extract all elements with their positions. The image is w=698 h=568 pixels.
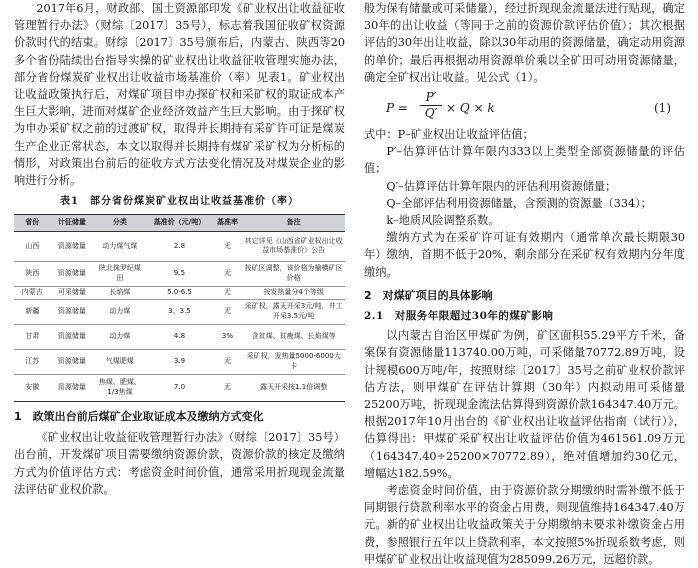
cell-province: 山西 (14, 231, 50, 261)
formula-fraction (420, 90, 442, 121)
header-remark: 备注 (242, 215, 345, 232)
cell-category: 气煤肥煤 (93, 349, 146, 374)
cell-remark: 含贫煤、贫瘦煤、长焰煤等 (242, 324, 345, 349)
section-1-paragraph: 《矿业权出让收益征收管理暂行办法》（财综〔2017〕35号）出台前，开发煤矿项目需要缴纳资源价款，资源价款的核定及缴纳方式为价值评估方式：考虑资金时间价值，通常采用折现现金流量法评估矿业权价款。 (14, 431, 345, 496)
cell-reserve: 资源储量 (50, 324, 93, 349)
cell-remark: 露天开采按1.1倍调整 (242, 374, 345, 401)
case-paragraph: 以内蒙古自治区甲煤矿为例，矿区面积55.29平方千米，备案保有资源储量113740.00万吨，可采储量70772.89万吨，设计规模600万吨/年，按照财综〔2017〕35号之前矿业权价款评估方法，则甲煤矿在评估计算期（30年）内拟动用可采储量25200万吨，折现现金流法估算得到资源价款164347.40万元。根据2017年10月出台的《矿业权出让收益评估指南（试行）》，估算得出：甲煤矿采矿权出让收益评估价值为461561.09万元（164347.40÷25200×70772.89），绝对值增加约30亿元，增幅达182.59%。 (364, 329, 685, 480)
section-2-1-heading: 2.1 对服务年限超过30年的煤矿影响 (364, 310, 554, 323)
cell-province: 江苏 (14, 349, 50, 374)
cell-base-rate: 无 (213, 286, 243, 299)
header-base-price: 基准价（元/吨） (146, 215, 212, 232)
header-base-rate: 基准率 (213, 215, 243, 232)
cell-base-rate: 无 (213, 349, 243, 374)
cell-category: 动力煤 (93, 299, 146, 324)
table-row (14, 299, 345, 324)
table-row (14, 231, 345, 261)
formula-def-p: 式中：P–矿业权出让收益评估值； (364, 128, 534, 142)
cell-province: 陕西 (14, 261, 50, 286)
table-row (14, 374, 345, 401)
intro-paragraph: 2017年6月，财政部、国土资源部印发《矿业权出让收益征收管理暂行办法》（财综〔2017〕35号），标志着我国征收矿权资源价款时代的结束。财综〔2017〕35号颁布后，内蒙古、陕西等20多个省份陆续出台指导实操的矿业权出让收益征收管理实施办法，部分省份煤炭矿业权出让收益市场基准价（率）见表1。矿业权出让收益政策执行后，对煤矿项目申办探矿权和采矿权的取证成本产生巨大影响，进而对煤矿企业经济效益产生巨大影响。由于探矿权为申办采矿权之前的过渡矿权，取得并长期持有采矿许可证是煤炭生产企业正常状态，本文以取得并长期持有煤矿采矿权为分析标的情形，对政策出台前后的征收方式方法变化情况及对煤炭企业的影响进行分析。 (14, 2, 345, 188)
table-row (14, 349, 345, 374)
formula-1 (364, 90, 685, 124)
header-province: 省份 (14, 215, 50, 232)
table-row (14, 261, 345, 286)
cell-base-price: 3.9 (146, 349, 212, 374)
cell-reserve: 资源储量 (50, 261, 93, 286)
formula-rest: × Q × k (446, 101, 495, 116)
cell-base-rate: 无 (213, 231, 243, 261)
cell-base-rate: 无 (213, 261, 243, 286)
cell-reserve: 资源储量 (50, 374, 93, 401)
cell-base-rate: 3% (213, 324, 243, 349)
time-value-paragraph: 考虑资金时间价值，由于资源价款分期缴纳时需补缴不低于同期银行贷款利率水平的资金占用费，则现值维持164347.40万元。新的矿业权出让收益政策关于分期缴纳未要求补缴资金占用费，参照银行五年以上贷款利率，本文按照5%折现系数考虑，则甲煤矿矿业权出让收益现值为285099.26万元，远超价款。 (364, 484, 685, 566)
cell-province: 安徽 (14, 374, 50, 401)
continued-paragraph: 般为保有储量或可采储量），经过折现现金流量法进行贴现，确定30年的出让收益（等同于之前的资源价款评估价值）；其次根据评估的30年出让收益，除以30年动用的资源储量，确定动用资源的单价；最后再根据动用资源单价乘以全矿田可动用资源储量，确定全矿权出让收益。见公式（1）。 (364, 2, 685, 84)
formula-def-q-prime: Q′–估算评估计算年限内的评估利用资源储量； (386, 179, 617, 193)
cell-category: 长焰煤 (93, 286, 146, 299)
formula-def-p-prime: P′–估算评估计算年限内333以上类型全部资源储量的评估值； (364, 145, 685, 176)
cell-base-price: 4.8 (146, 324, 212, 349)
formula-def-q: Q–全部评估利用资源储量，含预测的资源量（334）； (386, 196, 652, 210)
cell-category: 动力煤气煤 (93, 231, 146, 261)
left-column (14, 0, 345, 498)
cell-province: 新疆 (14, 299, 50, 324)
cell-base-price: 3、3.5 (146, 299, 212, 324)
formula-lhs: P = (386, 101, 408, 116)
cell-province: 内蒙古 (14, 286, 50, 299)
formula-number: (1) (654, 101, 671, 116)
section-1-heading: 1 政策出台前后煤矿企业取证成本及缴纳方式变化 (14, 409, 264, 423)
formula-denominator: Q′ (424, 106, 438, 121)
cell-base-price: 5.0-6.5 (146, 286, 212, 299)
right-column (364, 0, 685, 568)
cell-base-price: 7.0 (146, 374, 212, 401)
cell-remark: 按矿区调整，该价格为榆横矿区价格 (242, 261, 345, 286)
payment-paragraph: 缴纳方式为在采矿许可证有效期内（通常单次最长期限30年）缴纳，首期不低于20%，剩余部分在采矿权有效期内分年度缴纳。 (364, 231, 685, 279)
cell-category: 动力煤 (93, 324, 146, 349)
formula-numerator: P′ (420, 90, 442, 106)
cell-reserve: 可采储量 (50, 286, 93, 299)
formula-def-k: k–地质风险调整系数。 (386, 214, 500, 228)
table-row (14, 286, 345, 299)
section-2-heading: 2 对煤矿项目的具体影响 (364, 288, 493, 302)
cell-base-price: 9.5 (146, 261, 212, 286)
cell-reserve: 资源储量 (50, 299, 93, 324)
cell-base-price: 2.8 (146, 231, 212, 261)
table-title: 表1 部分省份煤炭矿业权出让收益基准价（率） (60, 196, 299, 208)
header-reserve: 计征储量 (50, 215, 93, 232)
cell-reserve: 资源储量 (50, 349, 93, 374)
cell-remark: 按发热量分4个等级 (242, 286, 345, 299)
benchmark-price-table (14, 214, 345, 402)
cell-remark: 采矿权，发热量5000-6000大卡 (242, 349, 345, 374)
cell-base-rate: 无 (213, 374, 243, 401)
table-header-row (14, 215, 345, 232)
header-category: 分类 (93, 215, 146, 232)
cell-category: 陕北侏罗纪煤田 (93, 261, 146, 286)
cell-remark: 其它详见《山西省矿业权出让收益市场基准价》公告 (242, 231, 345, 261)
table-row (14, 324, 345, 349)
cell-reserve: 资源储量 (50, 231, 93, 261)
cell-province: 甘肃 (14, 324, 50, 349)
cell-category: 焦煤、肥煤、1/3焦煤 (93, 374, 146, 401)
cell-base-rate: 无 (213, 299, 243, 324)
cell-remark: 采矿权，露天开采3元/吨，井工开采3.5元/吨 (242, 299, 345, 324)
